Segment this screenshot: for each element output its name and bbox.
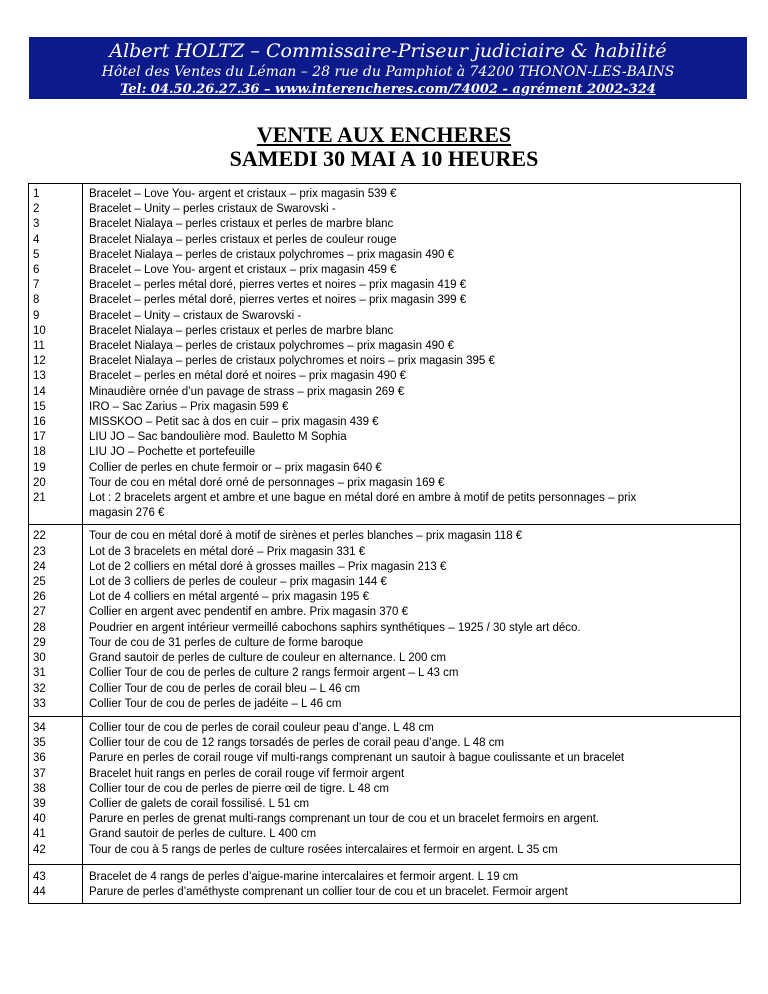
lot-description: Tour de cou à 5 rangs de perles de culture rosées intercalaires et fermoir en argent. L 35 cm (89, 843, 558, 856)
lot-description: Bracelet Nialaya – perles cristaux et perles de marbre blanc (89, 324, 394, 337)
lot-numbers (29, 525, 83, 716)
lot-number: 10 (33, 324, 46, 337)
lot-number: 31 (33, 667, 46, 680)
lot-description: Collier en argent avec pendentif en ambre. Prix magasin 370 € (89, 606, 408, 619)
sale-date: SAMEDI 30 MAI A 10 HEURES (229, 146, 539, 171)
lot-description: Bracelet huit rangs en perles de corail rouge vif fermoir argent (89, 767, 405, 780)
lot-number: 11 (33, 340, 45, 353)
lot-number: 30 (33, 652, 46, 665)
lot-descriptions (83, 184, 741, 525)
lot-number: 28 (33, 621, 46, 634)
lots-block-2 (29, 525, 741, 716)
lot-number: 9 (33, 309, 40, 322)
lot-number: 25 (33, 576, 46, 589)
lot-number: 41 (33, 828, 46, 841)
lot-numbers (29, 184, 83, 525)
lot-description: Collier tour de cou de perles de corail couleur peau d’ange. L 48 cm (89, 721, 434, 734)
lot-number: 13 (33, 370, 46, 383)
lot-description: Lot de 3 colliers de perles de couleur – prix magasin 144 € (89, 576, 387, 589)
lot-description: Collier tour de cou de perles de pierre œil de tigre. L 48 cm (89, 782, 389, 795)
lot-description: Bracelet – Love You- argent et cristaux – prix magasin 539 € (89, 188, 397, 200)
lot-description: Tour de cou en métal doré orné de personnages – prix magasin 169 € (89, 476, 445, 489)
lot-number: 20 (33, 476, 46, 489)
header-banner (29, 37, 747, 99)
lot-number: 3 (33, 218, 40, 231)
lot-description: Minaudière ornée d’un pavage de strass – prix magasin 269 € (89, 385, 405, 398)
lot-description: Bracelet – Unity – perles cristaux de Swarovski - (89, 203, 336, 216)
lot-number: 35 (33, 737, 46, 750)
lot-description: Bracelet Nialaya – perles cristaux et perles de couleur rouge (89, 233, 397, 246)
lot-description: Bracelet – perles métal doré, pierres vertes et noires – prix magasin 399 € (89, 294, 467, 307)
lot-number: 29 (33, 636, 46, 649)
lot-number: 17 (33, 431, 46, 444)
lot-number: 44 (33, 885, 46, 898)
lot-description: Parure de perles d’améthyste comprenant un collier tour de cou et un bracelet. Fermoir argent (89, 885, 568, 898)
lot-descriptions (83, 716, 741, 864)
auction-house-address: Hôtel des Ventes du Léman – 28 rue du Pamphiot à 74200 THONON-LES-BAINS (101, 64, 675, 80)
lot-number: 43 (33, 870, 46, 883)
lot-number: 24 (33, 560, 46, 573)
lot-number: 37 (33, 767, 46, 780)
lot-number: 23 (33, 545, 46, 558)
lot-number: 21 (33, 492, 46, 505)
lot-descriptions (83, 864, 741, 903)
lot-description: Parure en perles de grenat multi-rangs comprenant un tour de cou et un bracelet fermoirs en argent. (89, 813, 600, 826)
lots-block-4 (29, 864, 741, 903)
lot-description: Bracelet – Unity – cristaux de Swarovski - (89, 309, 302, 322)
lot-number: 1 (33, 188, 40, 200)
lot-number: 39 (33, 797, 46, 810)
lot-description: Bracelet Nialaya – perles de cristaux polychromes – prix magasin 490 € (89, 248, 454, 261)
contact-line[interactable]: Tel: 04.50.26.27.36 – www.interencheres.com/74002 - agrément 2002-324 (120, 82, 656, 97)
lots-block-3 (29, 716, 741, 864)
lot-description: Lot de 3 bracelets en métal doré – Prix magasin 331 € (89, 545, 366, 558)
lot-description: Bracelet Nialaya – perles de cristaux polychromes et noirs – prix magasin 395 € (89, 355, 495, 368)
lot-description: Grand sautoir de perles de culture de couleur en alternance. L 200 cm (89, 652, 446, 665)
lot-description: Collier Tour de cou de perles de jadéite – L 46 cm (89, 697, 342, 710)
lot-number-spacer (33, 506, 78, 521)
lot-number: 6 (33, 264, 40, 277)
lot-number: 7 (33, 279, 40, 292)
lot-description: Collier tour de cou de 12 rangs torsadés de perles de corail peau d’ange. L 48 cm (89, 737, 505, 750)
lot-description: Collier Tour de cou de perles de culture 2 rangs fermoir argent – L 43 cm (89, 667, 459, 680)
lot-number: 4 (33, 233, 40, 246)
lot-description: Grand sautoir de perles de culture. L 400 cm (89, 828, 317, 841)
sale-title: VENTE AUX ENCHERES (256, 122, 512, 147)
lot-number: 15 (33, 400, 46, 413)
lot-number: 40 (33, 813, 46, 826)
lot-number: 14 (33, 385, 46, 398)
lot-number: 5 (33, 248, 40, 261)
lot-number: 32 (33, 682, 46, 695)
lot-number: 26 (33, 591, 46, 604)
lot-number: 12 (33, 355, 46, 368)
lot-number: 36 (33, 752, 46, 765)
lot-description: Lot : 2 bracelets argent et ambre et une bague en métal doré en ambre à motif de petits personnages – prix (89, 492, 637, 505)
lot-number: 42 (33, 843, 46, 856)
lot-description: Bracelet – perles en métal doré et noires – prix magasin 490 € (89, 370, 407, 383)
lot-description: Lot de 4 colliers en métal argenté – prix magasin 195 € (89, 591, 369, 604)
lot-number: 19 (33, 461, 46, 474)
lot-number: 16 (33, 416, 46, 429)
lot-description: Bracelet – perles métal doré, pierres vertes et noires – prix magasin 419 € (89, 279, 467, 292)
lot-descriptions (83, 525, 741, 716)
lot-number: 8 (33, 294, 40, 307)
lots-block-1 (29, 184, 741, 525)
lot-number: 18 (33, 446, 46, 459)
lot-description: Poudrier en argent intérieur vermeillé cabochons saphirs synthétiques – 1925 / 30 style art déco. (89, 621, 581, 634)
lot-description: Collier Tour de cou de perles de corail bleu – L 46 cm (89, 682, 361, 695)
lot-description: Parure en perles de corail rouge vif multi-rangs comprenant un sautoir à bague coulissante et un bracelet (89, 752, 625, 765)
lot-numbers (29, 864, 83, 903)
lot-description-continued: magasin 276 € (89, 507, 165, 520)
lot-description: Lot de 2 colliers en métal doré à grosses mailles – Prix magasin 213 € (89, 560, 447, 573)
lot-number: 2 (33, 203, 40, 216)
lot-description: Tour de cou de 31 perles de culture de forme baroque (89, 636, 364, 649)
lot-number: 33 (33, 697, 46, 710)
lot-number: 22 (33, 530, 46, 543)
lot-number: 34 (33, 721, 46, 734)
lot-numbers (29, 716, 83, 864)
lot-description: Bracelet de 4 rangs de perles d’aigue-marine intercalaires et fermoir argent. L 19 cm (89, 870, 519, 883)
lot-number: 38 (33, 782, 46, 795)
lot-description: Tour de cou en métal doré à motif de sirènes et perles blanches – prix magasin 118 € (89, 530, 523, 543)
lot-description: Bracelet – Love You- argent et cristaux – prix magasin 459 € (89, 264, 397, 277)
lot-description: Collier de galets de corail fossilisé. L 51 cm (89, 797, 310, 810)
lot-description: LIU JO – Pochette et portefeuille (89, 446, 256, 459)
lot-description: LIU JO – Sac bandoulière mod. Bauletto M Sophia (89, 431, 347, 444)
lot-description: MISSKOO – Petit sac à dos en cuir – prix magasin 439 € (89, 416, 379, 429)
auctioneer-name: Albert HOLTZ – Commissaire-Priseur judiciaire & habilité (109, 40, 667, 62)
lot-description: Bracelet Nialaya – perles de cristaux polychromes – prix magasin 490 € (89, 340, 454, 353)
lot-description: Collier de perles en chute fermoir or – prix magasin 640 € (89, 461, 382, 474)
lot-number: 27 (33, 606, 46, 619)
lot-description: IRO – Sac Zarius – Prix magasin 599 € (89, 400, 289, 413)
lots-table (28, 183, 741, 904)
lot-description: Bracelet Nialaya – perles cristaux et perles de marbre blanc (89, 218, 394, 231)
